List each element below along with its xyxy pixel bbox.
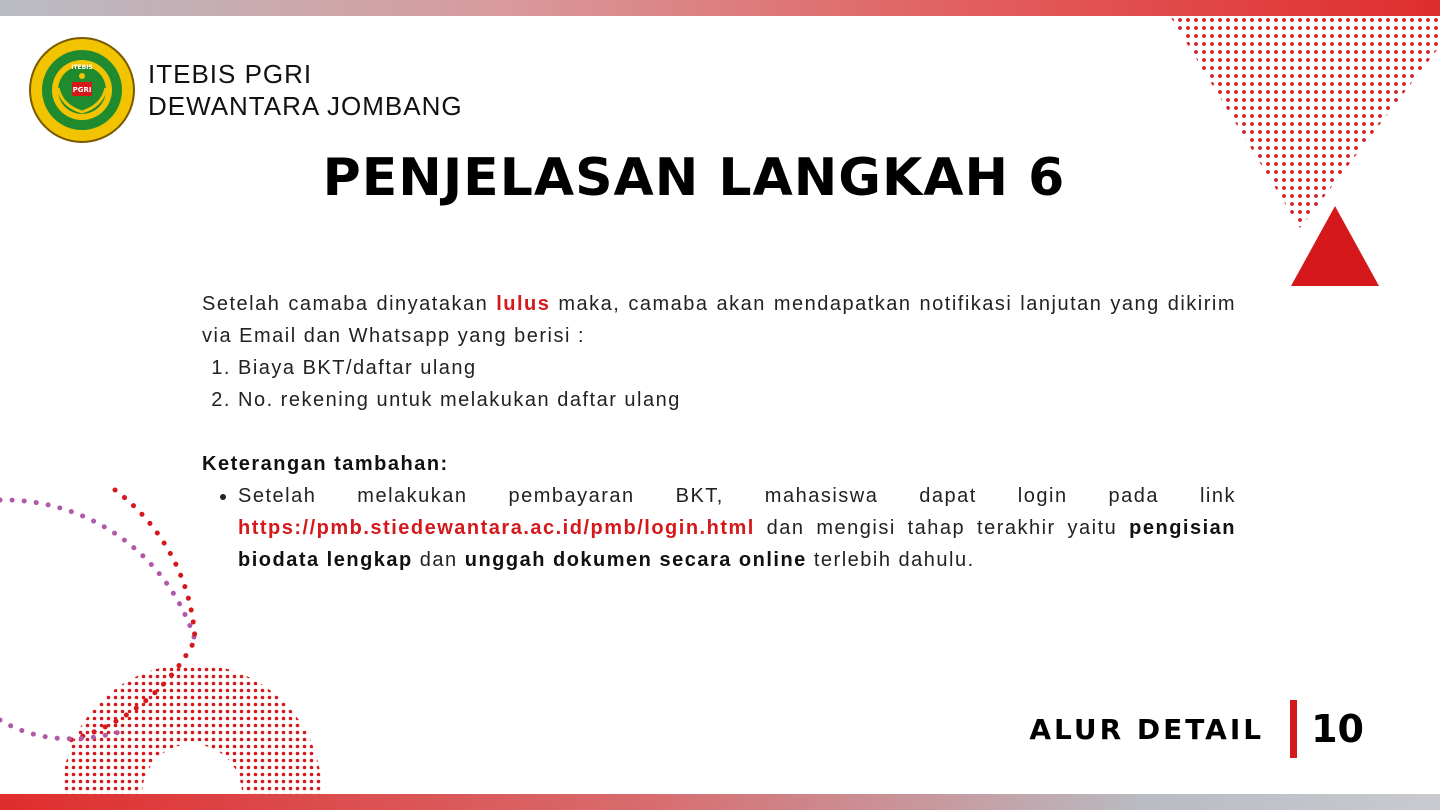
itebis-logo-icon <box>28 36 136 144</box>
list-item: 2. No. rekening untuk melakukan daftar ulang <box>238 384 1236 416</box>
brand-name-line1: ITEBIS PGRI <box>148 59 313 89</box>
login-link[interactable]: https://pmb.stiedewantara.ac.id/pmb/login.html <box>238 517 755 539</box>
notes-heading: Keterangan tambahan: <box>202 453 449 475</box>
intro-paragraph: Setelah camaba dinyatakan lulus maka, camaba akan mendapatkan notifikasi lanjutan yang dikirim via Email dan Whatsapp yang berisi : <box>202 293 1236 347</box>
list-item: 1. Biaya BKT/daftar ulang <box>238 352 1236 384</box>
footer-label: ALUR DETAIL <box>1029 712 1265 746</box>
upload-emphasis: unggah dokumen secara online <box>464 549 807 571</box>
steps-list <box>202 352 1236 416</box>
footer-divider <box>1290 700 1297 758</box>
slide-content <box>202 288 1236 576</box>
brand-name <box>148 58 463 122</box>
bottom-gradient-bar <box>0 794 1440 810</box>
biodata-emphasis: pengisian biodata lengkap <box>238 517 1236 571</box>
list-item: • Setelah melakukan pembayaran BKT, mahasiswa dapat login pada link https://pmb.stiedewantara.ac.id/pmb/login.html dan mengisi tahap terakhir yaitu pengisian biodata lengkap dan unggah dokumen secara online terlebih dahulu. <box>238 480 1236 576</box>
slide-title: PENJELASAN LANGKAH 6 <box>322 148 1066 208</box>
page-number: 10 <box>1311 707 1364 751</box>
brand-header <box>28 36 463 144</box>
notes-list <box>202 480 1236 576</box>
lulus-highlight: lulus <box>496 293 551 315</box>
slide-footer <box>1029 700 1364 758</box>
top-gradient-bar <box>0 0 1440 16</box>
brand-name-line2: DEWANTARA JOMBANG <box>148 91 463 121</box>
logo-top-text: ITEBIS <box>71 64 93 71</box>
logo-center-text: PGRI <box>72 86 92 94</box>
